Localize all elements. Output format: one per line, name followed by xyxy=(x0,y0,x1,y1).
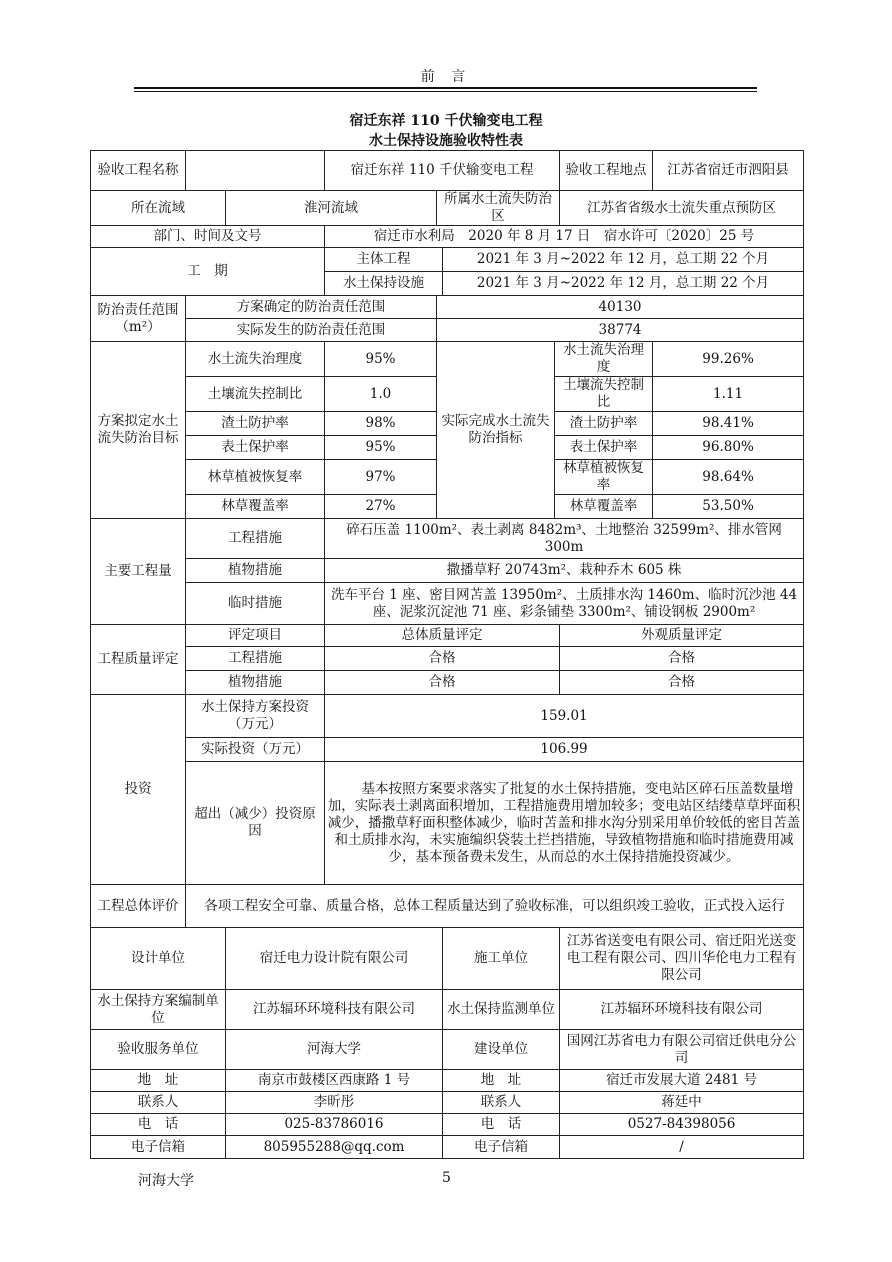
project-name-label: 验收工程名称 xyxy=(91,151,186,191)
zone-value: 江苏省省级水土流失重点预防区 xyxy=(560,191,804,226)
plan-invest-value: 159.01 xyxy=(325,695,804,738)
overall-quality-label: 总体质量评定 xyxy=(325,625,560,647)
project-name-label-cont xyxy=(186,151,325,191)
veg-measures-value: 撒播草籽 20743m²、栽种乔木 605 株 xyxy=(325,559,804,583)
overall-eval-label: 工程总体评价 xyxy=(91,885,186,928)
contact-label: 联系人 xyxy=(91,1092,226,1114)
swc-facility-period: 2021 年 3 月~2022 年 12 月，总工期 22 个月 xyxy=(443,272,804,296)
page-number: 5 xyxy=(442,1170,451,1186)
indicator-target: 95% xyxy=(325,436,437,460)
phone-label: 电 话 xyxy=(91,1114,226,1136)
actual-area-label: 实际发生的防治责任范围 xyxy=(186,319,437,342)
indicator-name-actual: 林草覆盖率 xyxy=(555,495,653,519)
period-label: 工 期 xyxy=(91,248,325,296)
indicator-name: 表土保护率 xyxy=(186,436,325,460)
acceptance-unit-value: 河海大学 xyxy=(226,1030,443,1070)
indicator-target: 95% xyxy=(325,342,437,377)
design-unit-label: 设计单位 xyxy=(91,928,226,990)
works-label: 主要工程量 xyxy=(91,519,186,625)
footer-organization: 河海大学 xyxy=(138,1173,194,1189)
target-label: 方案拟定水土流失防治目标 xyxy=(91,342,186,519)
resp-area-label: 防治责任范围（m²） xyxy=(91,296,186,342)
indicator-target: 1.0 xyxy=(325,377,437,412)
quality-eng-appearance: 合格 xyxy=(560,647,804,671)
indicator-name-actual: 渣土防护率 xyxy=(555,412,653,436)
acceptance-unit-label: 验收服务单位 xyxy=(91,1030,226,1070)
eng-measures-label: 工程措施 xyxy=(186,519,325,559)
actual-invest-label: 实际投资（万元） xyxy=(186,738,325,762)
quality-eng-overall: 合格 xyxy=(325,647,560,671)
indicator-name: 林草植被恢复率 xyxy=(186,460,325,495)
achieved-label: 实际完成水土流失防治指标 xyxy=(437,342,555,519)
project-name-value: 宿迁东祥 110 千伏输变电工程 xyxy=(325,151,560,191)
quality-veg-appearance: 合格 xyxy=(560,671,804,695)
monitor-unit-label: 水土保持监测单位 xyxy=(443,990,560,1030)
veg-measures-label: 植物措施 xyxy=(186,559,325,583)
email-label-right: 电子信箱 xyxy=(443,1136,560,1159)
planned-area-value: 40130 xyxy=(437,296,804,319)
indicator-actual: 99.26% xyxy=(653,342,804,377)
indicator-target: 27% xyxy=(325,495,437,519)
email-right-value: / xyxy=(560,1136,804,1159)
plan-unit-value: 江苏辐环环境科技有限公司 xyxy=(226,990,443,1030)
phone-left-value: 025-83786016 xyxy=(226,1114,443,1136)
dept-value: 宿迁市水利局 2020 年 8 月 17 日 宿水许可〔2020〕25 号 xyxy=(325,226,804,248)
project-location-value: 江苏省宿迁市泗阳县 xyxy=(653,151,804,191)
address-right-value: 宿迁市发展大道 2481 号 xyxy=(560,1070,804,1092)
quality-eng-label: 工程措施 xyxy=(186,647,325,671)
acceptance-feature-table xyxy=(90,150,804,1159)
header-rule-thin xyxy=(134,91,757,92)
overall-eval-value: 各项工程安全可靠、质量合格，总体工程质量达到了验收标准，可以组织竣工验收，正式投入运行 xyxy=(186,885,804,928)
builder-unit-value: 国网江苏省电力有限公司宿迁供电分公司 xyxy=(560,1030,804,1070)
indicator-actual: 96.80% xyxy=(653,436,804,460)
actual-area-value: 38774 xyxy=(437,319,804,342)
actual-invest-value: 106.99 xyxy=(325,738,804,762)
design-unit-value: 宿迁电力设计院有限公司 xyxy=(226,928,443,990)
diff-reason-value: 基本按照方案要求落实了批复的水土保持措施，变电站区碎石压盖数量增加，实际表土剥离面积增加，工程措施费用增加较多；变电站区结缕草草坪面积减少，播撒草籽面积整体减少，临时苫盖和排水沟分别采用单价较低的密目苫盖和土质排水沟，未实施编织袋装土拦挡措施，导致植物措施和临时措施费用减少，基本预备费未发生，从而总的水土保持措施投资减少。 xyxy=(325,762,804,885)
contact-left-value: 李昕彤 xyxy=(226,1092,443,1114)
indicator-actual: 53.50% xyxy=(653,495,804,519)
document-title: 宿迁东祥 110 千伏输变电工程 xyxy=(349,113,543,129)
quality-label: 工程质量评定 xyxy=(91,625,186,695)
builder-unit-label: 建设单位 xyxy=(443,1030,560,1070)
phone-label-right: 电 话 xyxy=(443,1114,560,1136)
header-rule-thick xyxy=(134,87,757,89)
indicator-name: 渣土防护率 xyxy=(186,412,325,436)
zone-label: 所属水土流失防治区 xyxy=(437,191,560,226)
indicator-name: 林草覆盖率 xyxy=(186,495,325,519)
monitor-unit-value: 江苏辐环环境科技有限公司 xyxy=(560,990,804,1030)
indicator-name: 土壤流失控制比 xyxy=(186,377,325,412)
indicator-name-actual: 土壤流失控制比 xyxy=(555,377,653,412)
address-label: 地 址 xyxy=(91,1070,226,1092)
indicator-name: 水土流失治理度 xyxy=(186,342,325,377)
page-header-title: 前 言 xyxy=(420,69,472,85)
email-left-value: 805955288@qq.com xyxy=(226,1136,443,1159)
plan-invest-label: 水土保持方案投资（万元） xyxy=(186,695,325,738)
indicator-name-actual: 表土保护率 xyxy=(555,436,653,460)
quality-veg-overall: 合格 xyxy=(325,671,560,695)
indicator-actual: 1.11 xyxy=(653,377,804,412)
address-left-value: 南京市鼓楼区西康路 1 号 xyxy=(226,1070,443,1092)
swc-facility-label: 水土保持设施 xyxy=(325,272,443,296)
indicator-actual: 98.41% xyxy=(653,412,804,436)
email-label: 电子信箱 xyxy=(91,1136,226,1159)
project-location-label: 验收工程地点 xyxy=(560,151,653,191)
quality-veg-label: 植物措施 xyxy=(186,671,325,695)
phone-right-value: 0527-84398056 xyxy=(560,1114,804,1136)
indicator-name-actual: 林草植被恢复率 xyxy=(555,460,653,495)
planned-area-label: 方案确定的防治责任范围 xyxy=(186,296,437,319)
indicator-actual: 98.64% xyxy=(653,460,804,495)
basin-value: 淮河流域 xyxy=(226,191,437,226)
indicator-name-actual: 水土流失治理度 xyxy=(555,342,653,377)
invest-label: 投资 xyxy=(91,695,186,885)
temp-measures-value: 洗车平台 1 座、密目网苫盖 13950m²、土质排水沟 1460m、临时沉沙池 44 座、泥浆沉淀池 71 座、彩条铺垫 3300m²、铺设钢板 2900m² xyxy=(325,583,804,625)
eval-item-label: 评定项目 xyxy=(186,625,325,647)
address-label-right: 地 址 xyxy=(443,1070,560,1092)
construction-unit-label: 施工单位 xyxy=(443,928,560,990)
diff-reason-label: 超出（减少）投资原因 xyxy=(186,762,325,885)
basin-label: 所在流域 xyxy=(91,191,226,226)
indicator-target: 98% xyxy=(325,412,437,436)
dept-label: 部门、时间及文号 xyxy=(91,226,325,248)
construction-unit-value: 江苏省送变电有限公司、宿迁阳光送变电工程有限公司、四川华伦电力工程有限公司 xyxy=(560,928,804,990)
plan-unit-label: 水土保持方案编制单位 xyxy=(91,990,226,1030)
main-project-period: 2021 年 3 月~2022 年 12 月，总工期 22 个月 xyxy=(443,248,804,272)
contact-label-right: 联系人 xyxy=(443,1092,560,1114)
document-subtitle: 水土保持设施验收特性表 xyxy=(369,133,523,149)
indicator-target: 97% xyxy=(325,460,437,495)
temp-measures-label: 临时措施 xyxy=(186,583,325,625)
main-project-label: 主体工程 xyxy=(325,248,443,272)
contact-right-value: 蒋廷中 xyxy=(560,1092,804,1114)
appearance-quality-label: 外观质量评定 xyxy=(560,625,804,647)
eng-measures-value: 碎石压盖 1100m²、表土剥离 8482m³、土地整治 32599m²、排水管网 300m xyxy=(325,519,804,559)
